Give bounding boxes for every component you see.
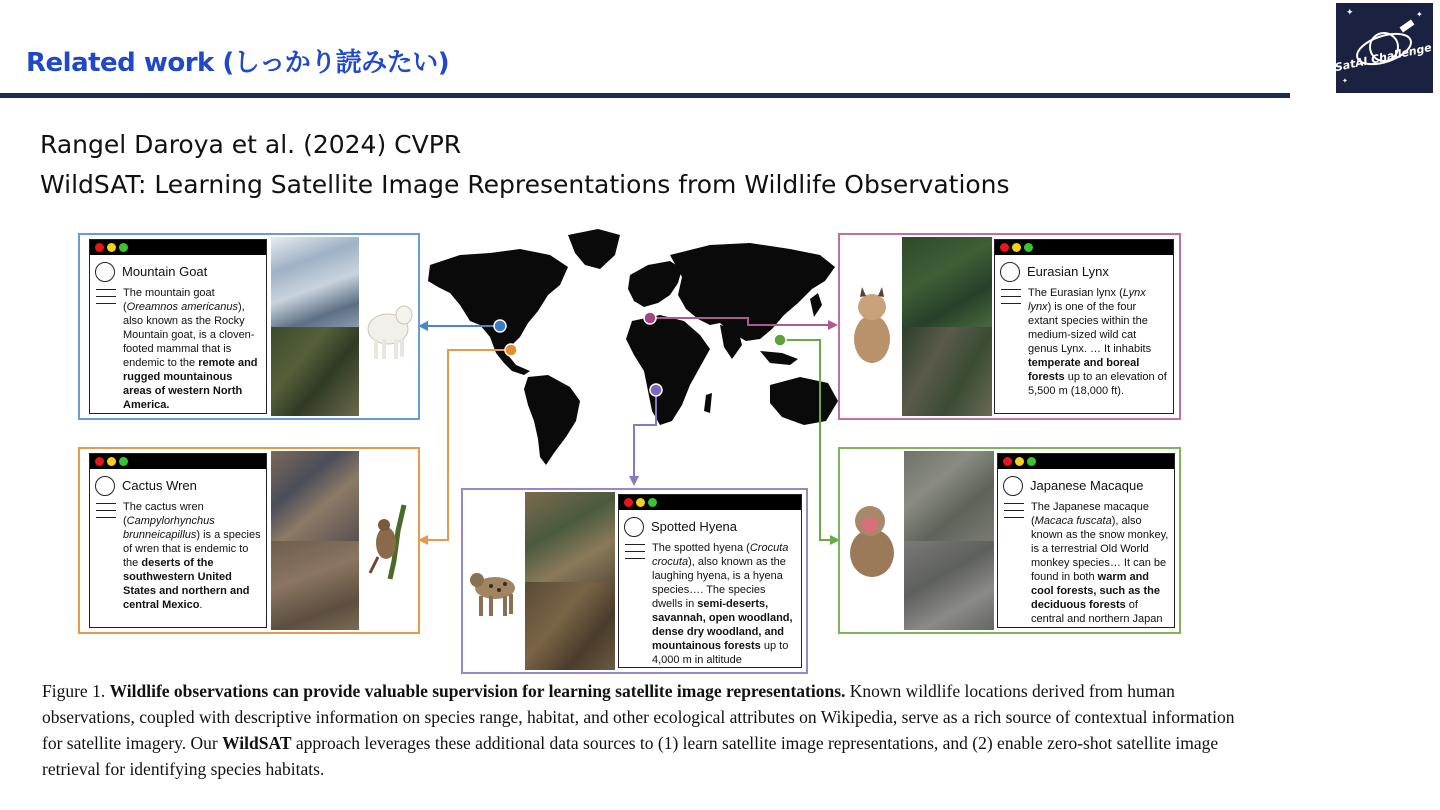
lynx-connector <box>652 318 832 325</box>
species-circle-icon <box>1000 262 1020 282</box>
indonesia-shape <box>760 351 798 365</box>
macaque-location-dot <box>774 334 786 346</box>
south-america-shape <box>524 375 580 465</box>
macaque-satellite-image-2 <box>904 541 994 630</box>
lynx-location-dot <box>644 312 656 324</box>
species-name: Mountain Goat <box>122 264 208 279</box>
hyena-info-box <box>618 494 802 668</box>
lynx-arrowhead <box>828 320 838 330</box>
japan-shape <box>810 293 822 317</box>
mountain-goat-photo <box>362 293 418 363</box>
spotted-hyena-photo <box>467 562 525 620</box>
svg-text:✦: ✦ <box>1416 10 1423 19</box>
text-lines-icon <box>1001 289 1021 310</box>
mountain-goat-card <box>78 233 420 420</box>
slide-title: Related work (しっかり読みたい) <box>26 48 450 78</box>
species-circle-icon <box>95 476 115 496</box>
window-bar <box>995 240 1173 255</box>
wren-arrowhead <box>418 535 428 545</box>
wren-location-dot <box>505 344 517 356</box>
species-name: Cactus Wren <box>122 478 197 493</box>
lynx-satellite-image-1 <box>902 237 992 327</box>
madagascar-shape <box>704 393 712 413</box>
macaque-info-box <box>997 453 1175 628</box>
goat-location-dot <box>494 320 506 332</box>
window-bar <box>90 454 266 469</box>
satai-challenge-logo <box>1336 3 1433 93</box>
europe-shape <box>628 261 682 307</box>
hyena-location-dot <box>650 384 662 396</box>
spotted-hyena-card <box>461 488 808 674</box>
australia-shape <box>770 377 838 425</box>
cactus-wren-photo <box>364 501 420 581</box>
wren-satellite-image-2 <box>271 541 359 630</box>
species-description: The Japanese macaque (Macaca fuscata), also known as the snow monkey, is a terrestrial Old World monkey species… It can be found in both warm and cool forests, such as the deciduous forests of central and northern Japan <box>1031 501 1169 625</box>
species-name: Spotted Hyena <box>651 519 738 534</box>
text-lines-icon <box>1004 503 1024 524</box>
wren-connector <box>424 350 512 540</box>
macaque-arrowhead <box>830 535 840 545</box>
hyena-satellite-image-2 <box>525 582 615 670</box>
asia-shape <box>670 243 835 341</box>
text-lines-icon <box>96 503 116 524</box>
species-circle-icon <box>1003 476 1023 496</box>
africa-shape <box>626 315 710 425</box>
macaque-connector <box>780 340 834 540</box>
window-bar <box>998 454 1174 469</box>
logo-text: SatAI Challenge <box>1336 40 1433 75</box>
cactus-wren-card <box>78 447 420 634</box>
north-america-shape <box>428 249 568 375</box>
title-divider <box>0 93 1290 98</box>
species-description: The mountain goat (Oreamnos americanus), also known as the Rocky Mountain goat, is a cloven-footed mammal that is endemic to the remote and rugged mountainous areas of western North America. <box>123 287 258 411</box>
world-map <box>420 225 850 470</box>
text-lines-icon <box>96 289 116 310</box>
species-description: The cactus wren (Campylorhynchus brunneicapillus) is a species of wren that is endemic to the deserts of the southwestern United States and northern and central Mexico. <box>123 501 261 611</box>
paper-title: WildSAT: Learning Satellite Image Representations from Wildlife Observations <box>40 170 1010 199</box>
window-bar <box>619 495 801 510</box>
species-name: Eurasian Lynx <box>1027 264 1109 279</box>
text-lines-icon <box>625 544 645 565</box>
japanese-macaque-photo <box>840 501 902 581</box>
species-description: The Eurasian lynx (Lynx lynx) is one of the four extant species within the medium-sized wild cat genus Lynx. … It inhabits temperate and boreal forests up to an elevation of 5,500 m (18,000 ft). <box>1028 287 1167 397</box>
goat-satellite-image-1 <box>271 237 359 327</box>
species-circle-icon <box>624 517 644 537</box>
species-description: The spotted hyena (Crocuta crocuta), also known as the laughing hyena, is a hyena species…. The species dwells in semi-deserts, savannah, open woodland, dense dry woodland, and mountainous forests up to 4,000 m in altitude <box>652 542 793 666</box>
japanese-macaque-card <box>838 447 1181 634</box>
greenland-shape <box>568 229 620 269</box>
species-circle-icon <box>95 262 115 282</box>
hyena-satellite-image-1 <box>525 492 615 582</box>
goat-info-box <box>89 239 267 414</box>
goat-satellite-image-2 <box>271 327 359 416</box>
hyena-connector <box>634 390 656 480</box>
lynx-satellite-image-2 <box>902 327 992 416</box>
wren-info-box <box>89 453 267 628</box>
svg-text:✦: ✦ <box>1346 8 1354 18</box>
species-name: Japanese Macaque <box>1030 478 1144 493</box>
eurasian-lynx-card <box>838 233 1181 420</box>
india-shape <box>720 325 742 359</box>
figure-caption: Figure 1. Wildlife observations can provide valuable supervision for learning satellite image representations. Known wildlife locations derived from human observations, coupled with descriptive information on species range, habitat, and other ecological attributes on Wikipedia, serve as a rich source of contextual information for satellite imagery. Our WildSAT approach leverages these additional data sources to (1) learn satellite image representations, and (2) enable zero-shot satellite image retrieval for identifying species habitats. <box>42 681 1235 779</box>
goat-arrowhead <box>418 321 428 331</box>
paper-reference: Rangel Daroya et al. (2024) CVPR <box>40 130 462 159</box>
svg-text:✦: ✦ <box>1342 77 1348 85</box>
hyena-arrowhead <box>629 476 639 486</box>
lynx-info-box <box>994 239 1174 414</box>
window-bar <box>90 240 266 255</box>
macaque-satellite-image-1 <box>904 451 994 541</box>
eurasian-lynx-photo <box>842 287 900 369</box>
wren-satellite-image-1 <box>271 451 359 541</box>
